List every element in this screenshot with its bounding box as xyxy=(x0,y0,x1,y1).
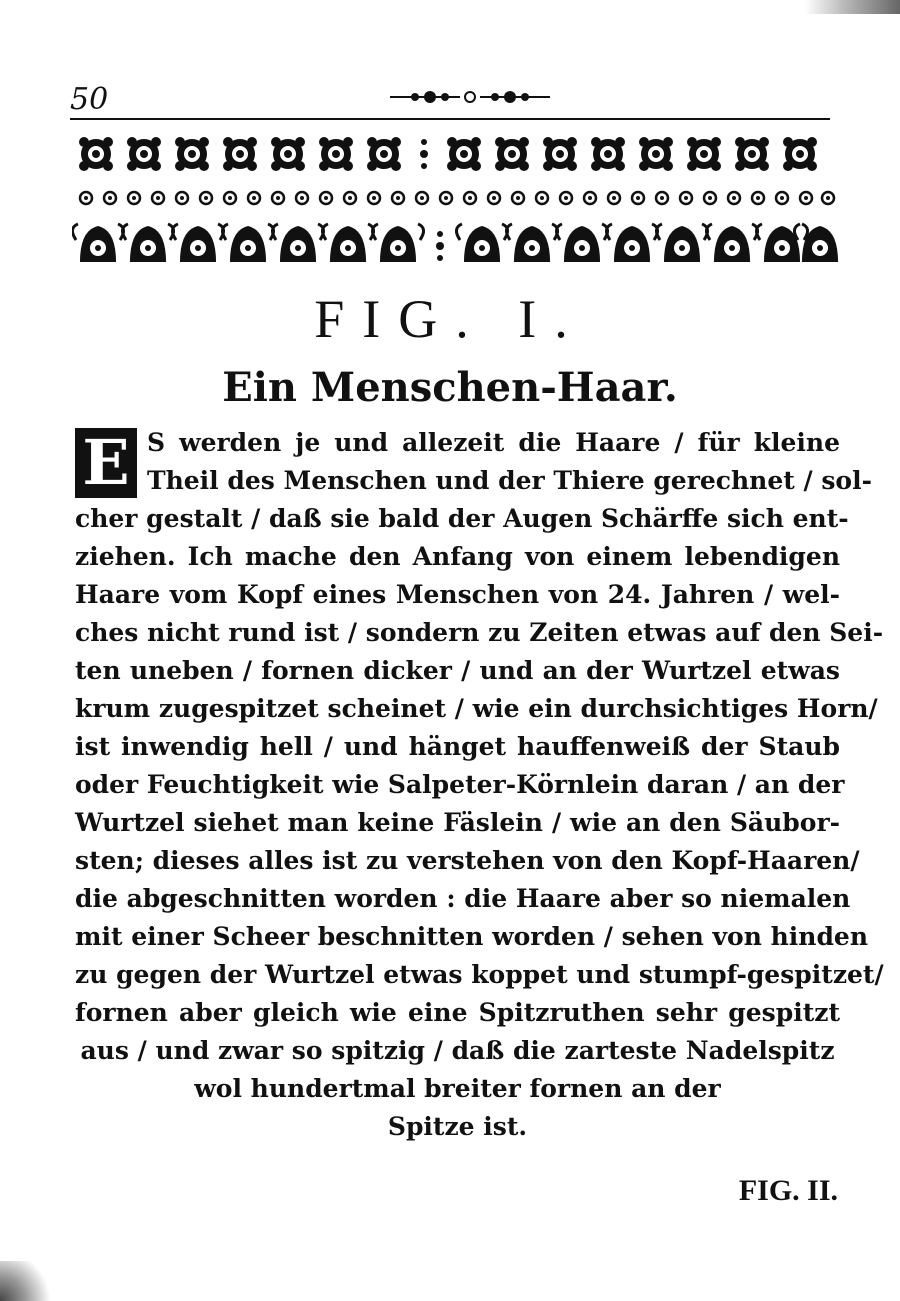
header-rule xyxy=(70,118,830,120)
text-line: die abgeschnitten worden : die Haare aber so niemalen xyxy=(75,884,851,913)
text-line: Haare vom Kopf eines Menschen von 24. Jahren / wel- xyxy=(75,580,840,609)
text-line: oder Feuchtigkeit wie Salpeter-Körnlein daran / an der xyxy=(75,770,845,799)
text-line: wol hundertmal breiter fornen an der xyxy=(194,1074,721,1103)
decorative-floral-border xyxy=(72,122,838,278)
text-line: ten uneben / fornen dicker / und an der Wurtzel etwas xyxy=(75,656,840,685)
text-line: Wurtzel siehet man keine Fäslein / wie an den Säubor- xyxy=(75,808,840,837)
body-text xyxy=(75,424,884,1146)
catchword-next-figure: FIG. II. xyxy=(738,1174,838,1207)
text-line: cher gestalt / daß sie bald der Augen Schärffe sich ent- xyxy=(75,504,849,533)
text-line: fornen aber gleich wie eine Spitzruthen sehr gespitzt xyxy=(75,998,840,1027)
text-line: Spitze ist. xyxy=(387,1112,528,1141)
text-line: mit einer Scheer beschnitten worden / sehen von hinden xyxy=(75,922,869,951)
text-line: Theil des Menschen und der Thiere gerechnet / sol- xyxy=(147,466,872,495)
figure-heading: FIG. I. xyxy=(314,289,586,349)
text-line: zu gegen der Wurtzel etwas koppet und stumpf-gespitzet/ xyxy=(75,960,884,989)
text-line: sten; dieses alles ist zu verstehen von den Kopf-Haaren/ xyxy=(75,846,860,875)
text-line: aus / und zwar so spitzig / daß die zarteste Nadelspitz xyxy=(80,1036,835,1065)
scan-corner-shadow xyxy=(0,1261,60,1301)
text-line: ist inwendig hell / und hänget hauffenweiß der Staub xyxy=(75,732,840,761)
page-number: 50 xyxy=(70,82,109,117)
drop-cap-initial: E xyxy=(75,428,137,498)
text-line: ziehen. Ich mache den Anfang von einem lebendigen xyxy=(75,542,840,571)
scan-edge-shadow xyxy=(805,0,900,14)
header-ornament-icon xyxy=(385,84,555,110)
text-line: S werden je und allezeit die Haare / für kleine xyxy=(147,428,840,457)
text-line: ches nicht rund ist / sondern zu Zeiten etwas auf den Sei- xyxy=(75,618,884,647)
section-subtitle: Ein Menschen-Haar. xyxy=(222,364,678,411)
text-line: krum zugespitzet scheinet / wie ein durchsichtiges Horn/ xyxy=(75,694,878,723)
